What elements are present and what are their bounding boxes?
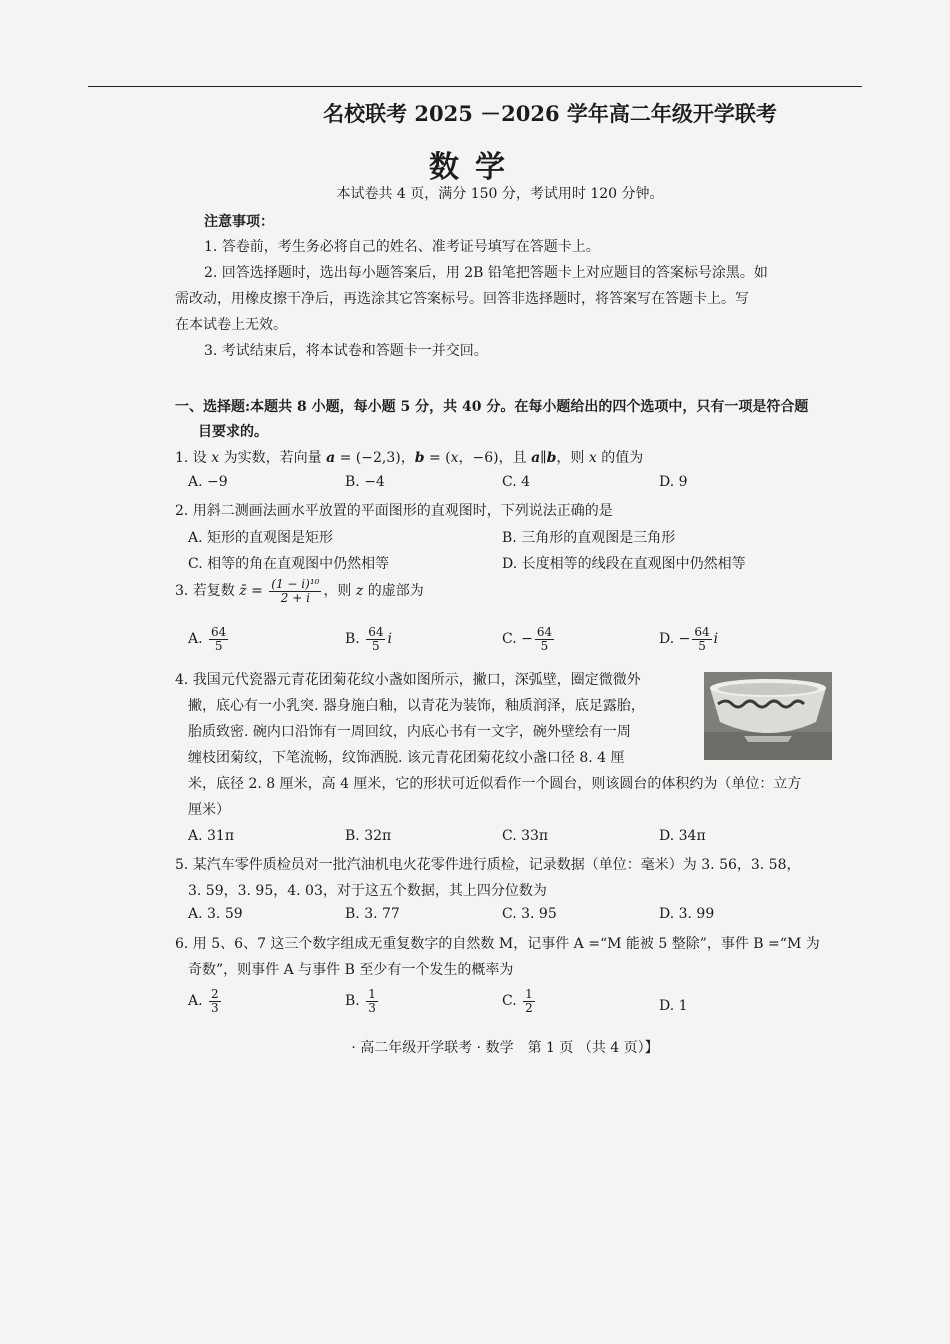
- exam-info: 本试卷共 4 页，满分 150 分，考试用时 120 分钟。: [336, 186, 664, 202]
- bowl-illustration: [704, 672, 832, 760]
- q2-option-b: B. 三角形的直观图是三角形: [502, 530, 676, 546]
- q5-option-d: D. 3. 99: [659, 906, 715, 922]
- question-6-line-1: 6. 用 5、6、7 这三个数字组成无重复数字的自然数 M，记事件 A =“M 能被 5 整除”，事件 B =“M 为: [175, 936, 820, 952]
- q6-option-d: D. 1: [659, 998, 688, 1014]
- q1-option-b: B. −4: [345, 474, 385, 490]
- q2-option-c: C. 相等的角在直观图中仍然相等: [188, 556, 390, 572]
- q4-option-d: D. 34π: [659, 828, 706, 844]
- q6-option-c: C. $\frac{1}{2}$: [502, 987, 533, 1015]
- notice-item-2: 2. 回答选择题时，选出每小题答案后，用 2B 铅笔把答题卡上对应题目的答案标号涂黑。如: [204, 265, 768, 281]
- q1-option-d: D. 9: [659, 474, 688, 490]
- question-4-line-1: 4. 我国元代瓷器元青花团菊花纹小盏如图所示，撇口，深弧壁，圈定微微外: [175, 672, 641, 688]
- q3-fraction: $\frac{\text{(1 − i)¹⁰}}{2 + i}$: [271, 577, 320, 605]
- question-4-line-5: 米，底径 2. 8 厘米，高 4 厘米，它的形状可近似看作一个圆台，则该圆台的体积约为（单位：立方: [188, 776, 802, 792]
- section-heading-cont: 目要求的。: [198, 424, 268, 440]
- q3-option-d: D. − $\frac{64}{5}$ i: [659, 625, 719, 653]
- q2-option-a: A. 矩形的直观图是矩形: [188, 530, 334, 546]
- notice-item-1: 1. 答卷前，考生务必将自己的姓名、准考证号填写在答题卡上。: [204, 239, 600, 255]
- q5-option-a: A. 3. 59: [188, 906, 243, 922]
- notice-item-3: 3. 考试结束后，将本试卷和答题卡一并交回。: [204, 343, 488, 359]
- notice-item-2-cont2: 在本试卷上无效。: [175, 317, 287, 333]
- question-5-line-2: 3. 59，3. 95，4. 03，对于这五个数据，其上四分位数为: [188, 883, 547, 899]
- question-3-stem: 3. 若复数 z̄ = $\frac{\text{(1 − i)¹⁰}}{2 + i}$ ，则 z 的虚部为: [175, 577, 424, 605]
- q6-option-a: A. $\frac{2}{3}$: [188, 987, 219, 1015]
- question-4-line-6: 厘米）: [188, 802, 230, 818]
- q1-option-c: C. 4: [502, 474, 531, 490]
- exam-title: 名校联考 2025 －2026 学年高二年级开学联考: [323, 101, 777, 126]
- question-5-line-1: 5. 某汽车零件质检员对一批汽油机电火花零件进行质检，记录数据（单位：毫米）为 3. 56，3. 58，: [175, 857, 801, 873]
- question-2-stem: 2. 用斜二测画法画水平放置的平面图形的直观图时，下列说法正确的是: [175, 503, 613, 519]
- q3-option-c: C. − $\frac{64}{5}$: [502, 625, 553, 653]
- top-rule: [88, 86, 862, 87]
- bowl-photo: [704, 672, 832, 760]
- q6-option-b: B. $\frac{1}{3}$: [345, 987, 376, 1015]
- q4-option-c: C. 33π: [502, 828, 549, 844]
- question-6-line-2: 奇数”，则事件 A 与事件 B 至少有一个发生的概率为: [188, 962, 514, 978]
- section-heading: 一、选择题:本题共 8 小题，每小题 5 分，共 40 分。在每小题给出的四个选项中，只有一项是符合题: [175, 399, 809, 415]
- notice-item-2-cont: 需改动，用橡皮擦干净后，再选涂其它答案标号。回答非选择题时，将答案写在答题卡上。写: [175, 291, 749, 307]
- page-footer: · 高二年级开学联考 · 数学 第 1 页 （共 4 页）】: [351, 1040, 659, 1056]
- q3-option-b: B. $\frac{64}{5}$ i: [345, 625, 392, 653]
- q4-option-b: B. 32π: [345, 828, 392, 844]
- q1-option-a: A. −9: [188, 474, 228, 490]
- notice-heading: 注意事项：: [204, 214, 274, 230]
- q3-option-a: A. $\frac{64}{5}$: [188, 625, 227, 653]
- q2-option-d: D. 长度相等的线段在直观图中仍然相等: [502, 556, 746, 572]
- question-4-line-2: 撇，底心有一小乳突. 器身施白釉，以青花为装饰，釉质润泽，底足露胎，: [188, 698, 645, 714]
- q5-option-b: B. 3. 77: [345, 906, 400, 922]
- question-4-line-4: 缠枝团菊纹，下笔流畅，纹饰洒脱. 该元青花团菊花纹小盏口径 8. 4 厘: [188, 750, 625, 766]
- subject-title: 数学: [429, 150, 521, 185]
- question-4-line-3: 胎质致密. 碗内口沿饰有一周回纹，内底心书有一文字，碗外壁绘有一周: [188, 724, 631, 740]
- q4-option-a: A. 31π: [188, 828, 235, 844]
- q5-option-c: C. 3. 95: [502, 906, 557, 922]
- question-1-stem: 1. 设 x 为实数，若向量 a = (−2,3)，b = (x，−6)，且 a∥b，则 x 的值为: [175, 450, 644, 466]
